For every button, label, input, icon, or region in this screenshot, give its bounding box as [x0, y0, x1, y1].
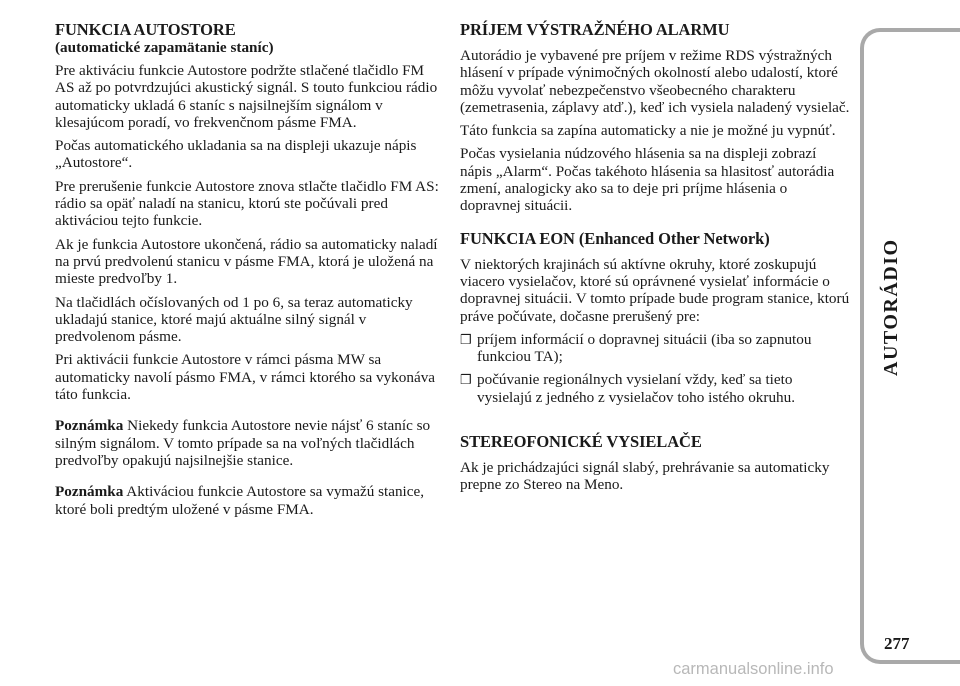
section-tab-label: AUTORÁDIO	[880, 238, 902, 376]
paragraph: Pre prerušenie funkcie Autostore znova stlačte tlačidlo FM AS: rádio sa opäť naladí na stanicu, ktorú ste počúvali pred aktiváciou tejto funkcie.	[55, 177, 439, 230]
note-2	[55, 483, 445, 518]
heading-stereo: STEREOFONICKÉ VYSIELAČE	[460, 432, 702, 452]
paragraph: Ak je funkcia Autostore ukončená, rádio sa automaticky naladí na prvú predvolenú stanicu v pásme FMA, ktorá je uložená na mieste predvoľby 1.	[55, 235, 438, 288]
checkbox-bullet-icon: ❒	[460, 331, 472, 347]
paragraph: V niektorých krajinách sú aktívne okruhy, ktoré zoskupujú viacero vysielačov, ktoré sú oprávnené vysielať informácie o dopravnej situácii. V tomto prípade bude program stanice, ktorú práve počúvate, dočasne prerušený pre:	[460, 255, 850, 325]
note-label: Poznámka	[55, 417, 124, 435]
note-1	[55, 417, 445, 469]
heading-autostore: FUNKCIA AUTOSTORE	[55, 20, 236, 39]
paragraph: Pri aktivácii funkcie Autostore v rámci pásma MW sa automaticky navolí pásmo FMA, v rámci ktorého sa vykonáva táto funkcia.	[55, 351, 436, 404]
note-text: Niekedy funkcia Autostore nevie nájsť 6 staníc so silným signálom. V tomto prípade sa na voľných tlačidlách predvoľby opakujú najsilnejšie stanice.	[55, 417, 431, 469]
list-item	[460, 371, 850, 406]
paragraph: Na tlačidlách očíslovaných od 1 po 6, sa teraz automaticky ukladajú stanice, ktoré majú aktuálne silný signál v predvolenom pásme.	[55, 293, 413, 346]
paragraph: Počas vysielania núdzového hlásenia sa na displeji zobrazí nápis „Alarm“. Počas takéhoto hlásenia sa hlasitosť autorádia zmení, analogicky ako sa to deje pri príjme hlásenia o dopravnej situácii.	[460, 145, 835, 215]
paragraph: Ak je prichádzajúci signál slabý, prehrávanie sa automaticky prepne zo Stereo na Meno.	[460, 459, 830, 494]
watermark: carmanualsonline.info	[673, 660, 834, 678]
section-tab	[860, 28, 960, 664]
heading-alarm: PRÍJEM VÝSTRAŽNÉHO ALARMU	[460, 20, 730, 39]
heading-autostore-subtitle: (automatické zapamätanie staníc)	[55, 39, 274, 56]
paragraph: Autorádio je vybavené pre príjem v režime RDS výstražných hlásení v prípade výnimočných okolností alebo udalostí, ktoré môžu vyvolať nebezpečenstvo všeobecného charakteru (zemetrasenia, záplavy atď.), keď ich vysiela naladený vysielač.	[460, 47, 850, 116]
list-item	[460, 331, 850, 366]
note-label: Poznámka	[55, 483, 124, 501]
checkbox-bullet-icon: ❒	[460, 372, 472, 388]
left-column	[55, 20, 445, 524]
paragraph: Pre aktiváciu funkcie Autostore podržte stlačené tlačidlo FM AS až po potvrdzujúci akustický signál. S touto funkciou rádio automaticky ukladá 6 staníc s najsilnejším signálom v klesajúcom poradí, vo frekvenčnom pásme FMA.	[55, 62, 438, 131]
right-column	[460, 20, 850, 500]
list-item-text: počúvanie regionálnych vysielaní vždy, keď sa tieto vysielajú z jedného z vysielačov toho istého okruhu.	[477, 371, 796, 406]
page-number: 277	[884, 634, 910, 653]
heading-eon: FUNKCIA EON (Enhanced Other Network)	[460, 228, 770, 248]
note-text: Aktiváciou funkcie Autostore sa vymažú stanice, ktoré boli predtým uložené v pásme FMA.	[55, 483, 425, 518]
paragraph: Táto funkcia sa zapína automaticky a nie je možné ju vypnúť.	[460, 122, 836, 140]
paragraph: Počas automatického ukladania sa na displeji ukazuje nápis „Autostore“.	[55, 137, 417, 172]
list-item-text: príjem informácií o dopravnej situácii (iba so zapnutou funkciou TA);	[477, 330, 812, 366]
